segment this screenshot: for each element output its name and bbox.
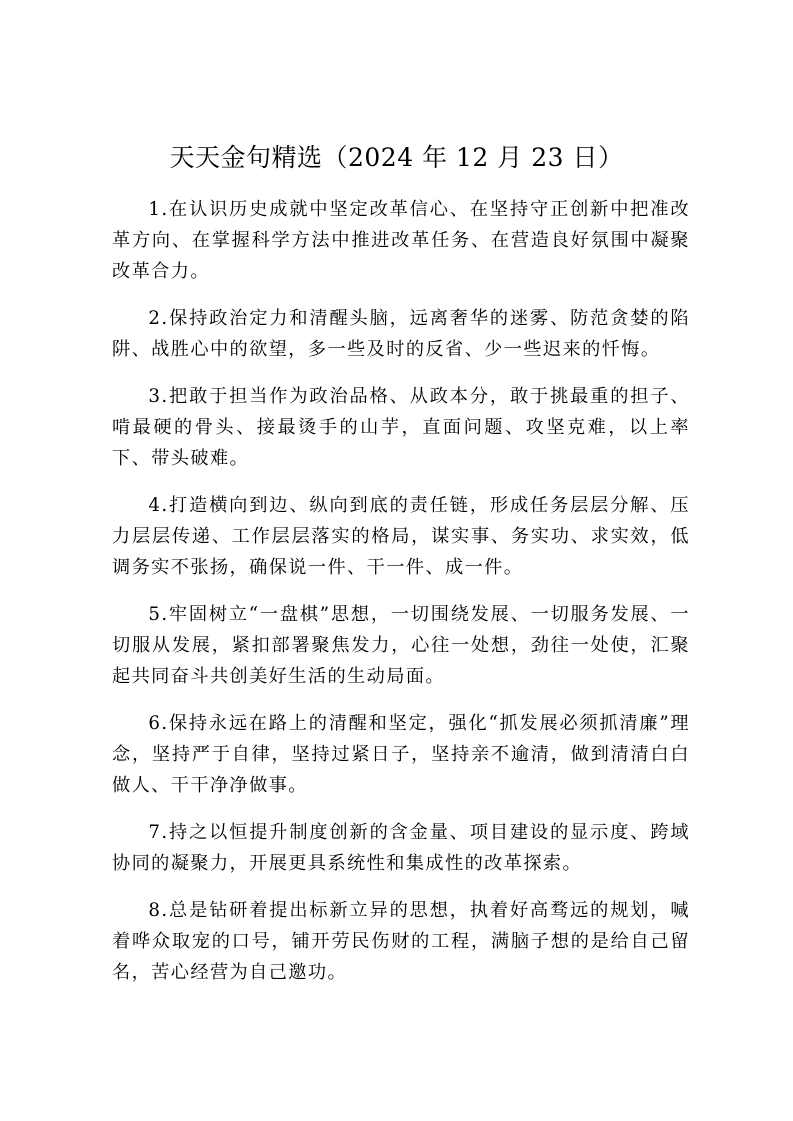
paragraph-5: 5.牢固树立“一盘棋”思想，一切围绕发展、一切服务发展、一切服从发展，紧扣部署聚焦发力，心往一处想，劲往一处使，汇聚起共同奋斗共创美好生活的生动局面。 bbox=[112, 604, 690, 687]
paragraph-7: 7.持之以恒提升制度创新的含金量、项目建设的显示度、跨域协同的凝聚力，开展更具系统性和集成性的改革探索。 bbox=[112, 822, 690, 874]
document-body bbox=[112, 194, 690, 1004]
paragraph-2: 2.保持政治定力和清醒头脑，远离奢华的迷雾、防范贪婪的陷阱、战胜心中的欲望，多一些及时的反省、少一些迟来的忏悔。 bbox=[112, 308, 690, 360]
paragraph-6: 6.保持永远在路上的清醒和坚定，强化“抓发展必须抓清廉”理念，坚持严于自律，坚持过紧日子，坚持亲不逾清，做到清清白白做人、干干净净做事。 bbox=[112, 713, 690, 796]
paragraph-4: 4.打造横向到边、纵向到底的责任链，形成任务层层分解、压力层层传递、工作层层落实的格局，谋实事、务实功、求实效，低调务实不张扬，确保说一件、干一件、成一件。 bbox=[112, 495, 690, 578]
paragraph-1: 1.在认识历史成就中坚定改革信心、在坚持守正创新中把准改革方向、在掌握科学方法中推进改革任务、在营造良好氛围中凝聚改革合力。 bbox=[112, 199, 690, 282]
paragraph-8: 8.总是钻研着提出标新立异的思想，执着好高骛远的规划，喊着哗众取宠的口号，铺开劳民伤财的工程，满脑子想的是给自己留名，苦心经营为自己邀功。 bbox=[112, 900, 690, 983]
document-title: 天天金句精选（2024 年 12 月 23 日） bbox=[169, 143, 624, 172]
paragraph-3: 3.把敢于担当作为政治品格、从政本分，敢于挑最重的担子、啃最硬的骨头、接最烫手的山芋，直面问题、攻坚克难，以上率下、带头破难。 bbox=[112, 386, 690, 469]
